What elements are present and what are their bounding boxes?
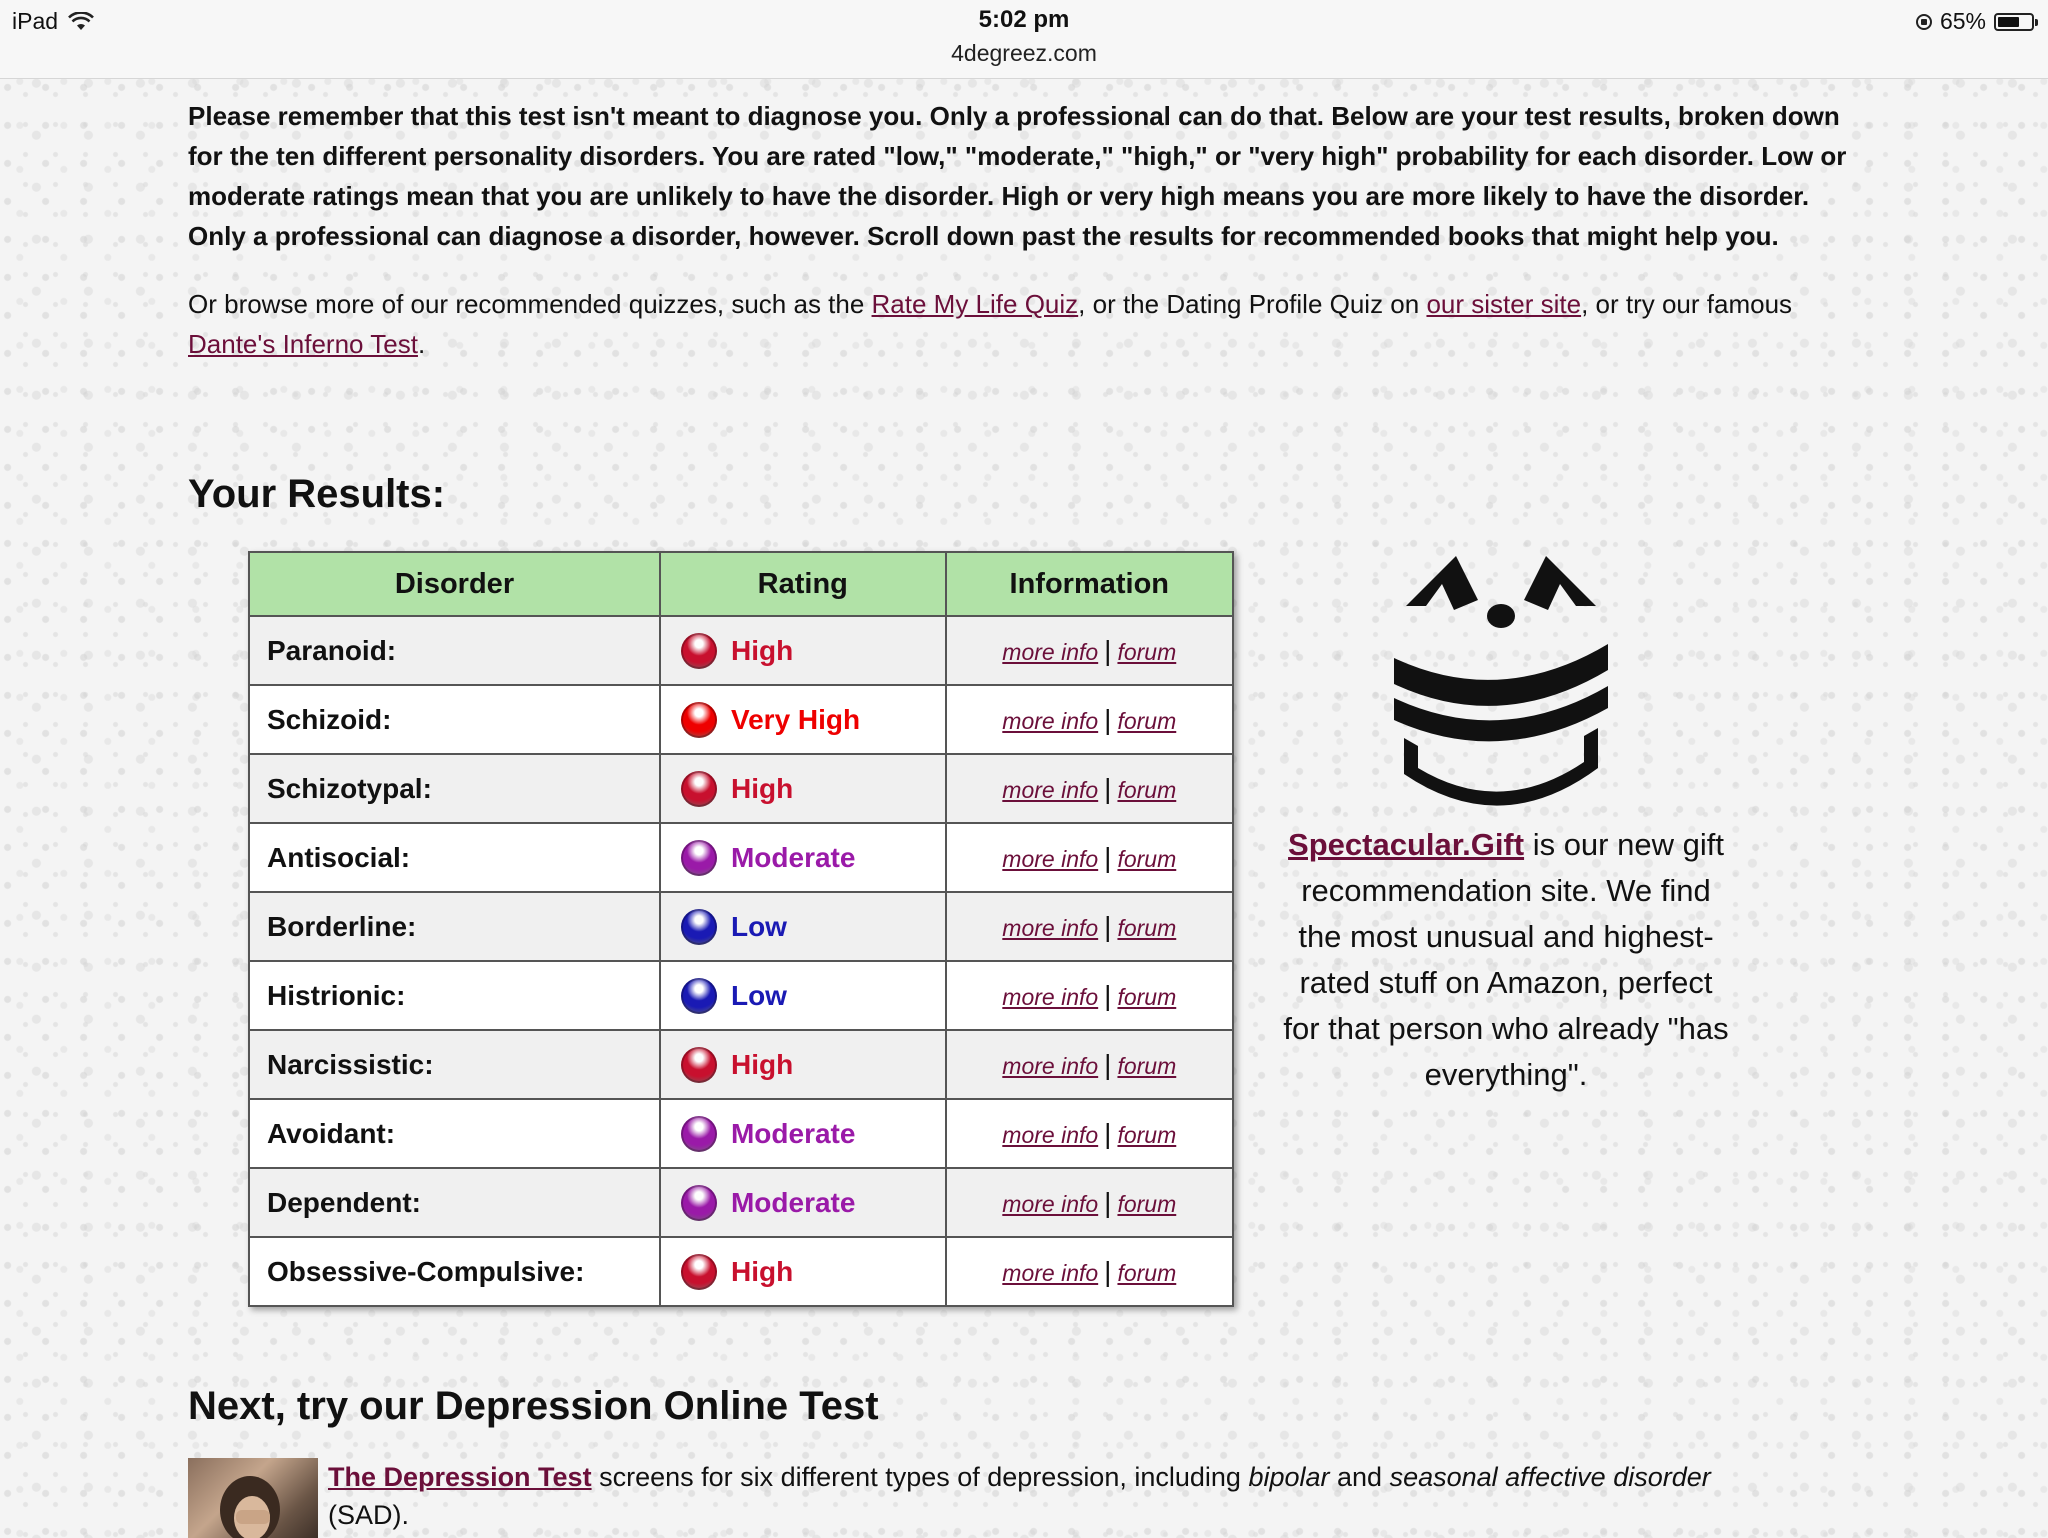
link-separator: | (1104, 634, 1112, 666)
browse-text-1: Or browse more of our recommended quizzes, such as the (188, 289, 872, 319)
rating-cell (660, 892, 946, 961)
rating-dot-icon (681, 702, 717, 738)
rating-value: Low (730, 910, 787, 942)
info-cell (946, 1099, 1233, 1168)
depression-test-link[interactable]: The Depression Test (328, 1462, 592, 1492)
battery-icon (1994, 13, 2034, 31)
forum-link[interactable]: forum (1117, 1259, 1177, 1286)
info-cell (946, 1168, 1233, 1237)
link-separator: | (1104, 1186, 1112, 1218)
person-photo-icon (188, 1458, 318, 1538)
promo-text: is our new gift recommendation site. We find the most unusual and highest-rated stuff on Amazon, perfect for that person who already "has everything". (1283, 827, 1729, 1092)
clock: 5:02 pm (978, 6, 1070, 33)
more-info-link[interactable]: more info (1002, 1052, 1099, 1079)
rating-value: High (730, 772, 794, 804)
promo-box (1278, 822, 1734, 1098)
more-info-link[interactable]: more info (1002, 1190, 1099, 1217)
link-separator: | (1104, 1255, 1112, 1287)
depr-text-1: screens for six different types of depression, including (591, 1462, 1249, 1492)
info-cell (946, 1237, 1233, 1306)
depression-thumbnail[interactable] (188, 1458, 318, 1538)
rating-dot-icon (681, 1116, 717, 1152)
rating-dot-icon (681, 1185, 717, 1221)
link-separator: | (1104, 772, 1112, 804)
rating-cell (660, 754, 946, 823)
disorder-name: Obsessive-Compulsive: (249, 1237, 660, 1306)
rating-value: Moderate (730, 841, 856, 873)
rating-dot-icon (681, 909, 717, 945)
results-table (248, 551, 1234, 1307)
browse-paragraph (188, 284, 1868, 364)
rating-cell (660, 616, 946, 685)
rate-my-life-link[interactable]: Rate My Life Quiz (871, 289, 1079, 319)
table-row (249, 1168, 1233, 1237)
rating-dot-icon (681, 771, 717, 807)
rating-value: Low (730, 979, 787, 1011)
more-info-link[interactable]: more info (1002, 983, 1099, 1010)
disorder-name: Paranoid: (249, 616, 660, 685)
device-label: iPad (12, 8, 59, 34)
status-center (0, 6, 2048, 67)
forum-link[interactable]: forum (1117, 845, 1177, 872)
info-cell (946, 685, 1233, 754)
rating-value: Moderate (730, 1117, 856, 1149)
forum-link[interactable]: forum (1117, 1121, 1177, 1148)
results-body (249, 616, 1233, 1306)
forum-link[interactable]: forum (1117, 1190, 1177, 1217)
rating-cell (660, 961, 946, 1030)
info-cell (946, 1030, 1233, 1099)
info-cell (946, 616, 1233, 685)
browse-text-4: . (417, 329, 426, 359)
more-info-link[interactable]: more info (1002, 707, 1099, 734)
table-row (249, 823, 1233, 892)
rating-dot-icon (681, 1254, 717, 1290)
dantes-inferno-link[interactable]: Dante's Inferno Test (188, 329, 418, 359)
rating-cell (660, 1030, 946, 1099)
next-section-title: Next, try our Depression Online Test (188, 1384, 879, 1428)
depr-text-2: and (1329, 1462, 1390, 1492)
disorder-name: Antisocial: (249, 823, 660, 892)
header-disorder: Disorder (249, 552, 660, 616)
rating-cell (660, 1168, 946, 1237)
table-header-row (249, 552, 1233, 616)
rating-value: High (730, 1048, 794, 1080)
status-bar (0, 0, 2048, 79)
info-cell (946, 754, 1233, 823)
table-row (249, 1237, 1233, 1306)
sister-site-link[interactable]: our sister site (1426, 289, 1582, 319)
disorder-name: Borderline: (249, 892, 660, 961)
more-info-link[interactable]: more info (1002, 638, 1099, 665)
more-info-link[interactable]: more info (1002, 1121, 1099, 1148)
disclaimer-text: Please remember that this test isn't meant to diagnose you. Only a professional can do that. Below are your test results, broken down for the ten different personality disorders. You are rated "low," "moderate," "high," or "very high" probability for each disorder. Low or moderate ratings mean that you are unlikely to have the disorder. High or very high means you are more likely to have the disorder. Only a professional can diagnose a disorder, however. Scroll down past the results for recommended books that might help you. (188, 101, 1847, 251)
more-info-link[interactable]: more info (1002, 776, 1099, 803)
depr-text-3: (SAD). (328, 1500, 409, 1530)
link-separator: | (1104, 1048, 1112, 1080)
forum-link[interactable]: forum (1117, 707, 1177, 734)
status-right (1916, 8, 2034, 35)
header-rating: Rating (660, 552, 946, 616)
rating-cell (660, 1099, 946, 1168)
rating-value: Moderate (730, 1186, 856, 1218)
header-information: Information (946, 552, 1233, 616)
spectacular-gift-link[interactable]: Spectacular.Gift (1288, 827, 1525, 862)
browse-text-2: , or the Dating Profile Quiz on (1078, 289, 1427, 319)
depr-em-sad: seasonal affective disorder (1389, 1462, 1711, 1492)
disorder-name: Histrionic: (249, 961, 660, 1030)
more-info-link[interactable]: more info (1002, 914, 1099, 941)
rating-dot-icon (681, 633, 717, 669)
table-row (249, 1030, 1233, 1099)
table-row (249, 1099, 1233, 1168)
table-row (249, 616, 1233, 685)
forum-link[interactable]: forum (1117, 776, 1177, 803)
disorder-name: Dependent: (249, 1168, 660, 1237)
info-cell (946, 823, 1233, 892)
info-cell (946, 961, 1233, 1030)
disorder-name: Schizotypal: (249, 754, 660, 823)
browse-text-3: , or try our famous (1581, 289, 1793, 319)
table-row (249, 685, 1233, 754)
orientation-lock-icon (1916, 14, 1932, 30)
rating-dot-icon (681, 1047, 717, 1083)
link-separator: | (1104, 1117, 1112, 1149)
disorder-name: Schizoid: (249, 685, 660, 754)
forum-link[interactable]: forum (1117, 914, 1177, 941)
results-title: Your Results: (188, 472, 446, 516)
gift-box-icon[interactable] (1386, 548, 1616, 812)
rating-cell (660, 823, 946, 892)
link-separator: | (1104, 910, 1112, 942)
table-row (249, 754, 1233, 823)
rating-value: Very High (730, 703, 861, 735)
rating-value: High (730, 1255, 794, 1287)
link-separator: | (1104, 703, 1112, 735)
address-bar[interactable]: 4degreez.com (951, 40, 1097, 66)
forum-link[interactable]: forum (1117, 983, 1177, 1010)
battery-fill (1998, 17, 2019, 27)
link-separator: | (1104, 979, 1112, 1011)
more-info-link[interactable]: more info (1002, 845, 1099, 872)
rating-dot-icon (681, 840, 717, 876)
forum-link[interactable]: forum (1117, 638, 1177, 665)
rating-cell (660, 1237, 946, 1306)
battery-percent: 65% (1939, 8, 1986, 34)
depression-description (328, 1458, 1748, 1534)
table-row (249, 961, 1233, 1030)
link-separator: | (1104, 841, 1112, 873)
forum-link[interactable]: forum (1117, 1052, 1177, 1079)
disorder-name: Avoidant: (249, 1099, 660, 1168)
rating-value: High (730, 634, 794, 666)
rating-dot-icon (681, 978, 717, 1014)
disorder-name: Narcissistic: (249, 1030, 660, 1099)
rating-cell (660, 685, 946, 754)
more-info-link[interactable]: more info (1002, 1259, 1099, 1286)
depr-em-bipolar: bipolar (1248, 1462, 1330, 1492)
info-cell (946, 892, 1233, 961)
main-content (188, 96, 1868, 364)
table-row (249, 892, 1233, 961)
